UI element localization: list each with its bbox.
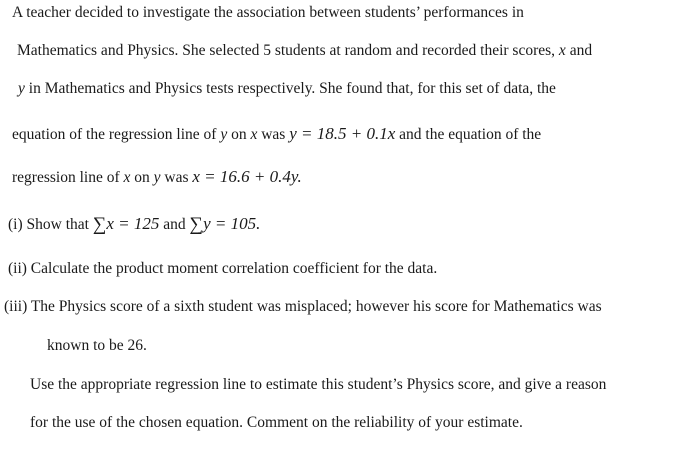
part-iii-line-2: known to be 26. — [47, 337, 147, 354]
sigma-icon: ∑ — [92, 214, 107, 235]
regression-equation-y-on-x: y = 18.5 + 0.1x — [289, 124, 396, 143]
part-i: (i) Show that ∑x = 125 and ∑y = 105. — [8, 214, 261, 235]
part-iii-line-4: for the use of the chosen equation. Comment on the reliability of your estimate. — [30, 414, 523, 431]
intro-line-1: A teacher decided to investigate the association between students’ performances in — [12, 4, 524, 21]
part-iii-line-1: (iii) The Physics score of a sixth student was misplaced; however his score for Mathematics was — [4, 298, 602, 315]
part-ii: (ii) Calculate the product moment correlation coefficient for the data. — [8, 260, 438, 277]
intro-line-4: equation of the regression line of y on x was y = 18.5 + 0.1x and the equation of the — [12, 124, 542, 143]
sigma-icon: ∑ — [189, 214, 204, 235]
intro-line-2: Mathematics and Physics. She selected 5 students at random and recorded their scores, x and — [17, 42, 593, 59]
part-iii-line-3: Use the appropriate regression line to estimate this student’s Physics score, and give a reason — [30, 376, 607, 393]
regression-equation-x-on-y: x = 16.6 + 0.4y. — [192, 167, 302, 186]
intro-line-5: regression line of x on y was x = 16.6 + 0.4y. — [12, 167, 302, 186]
intro-line-3: y in Mathematics and Physics tests respectively. She found that, for this set of data, the — [18, 80, 556, 97]
